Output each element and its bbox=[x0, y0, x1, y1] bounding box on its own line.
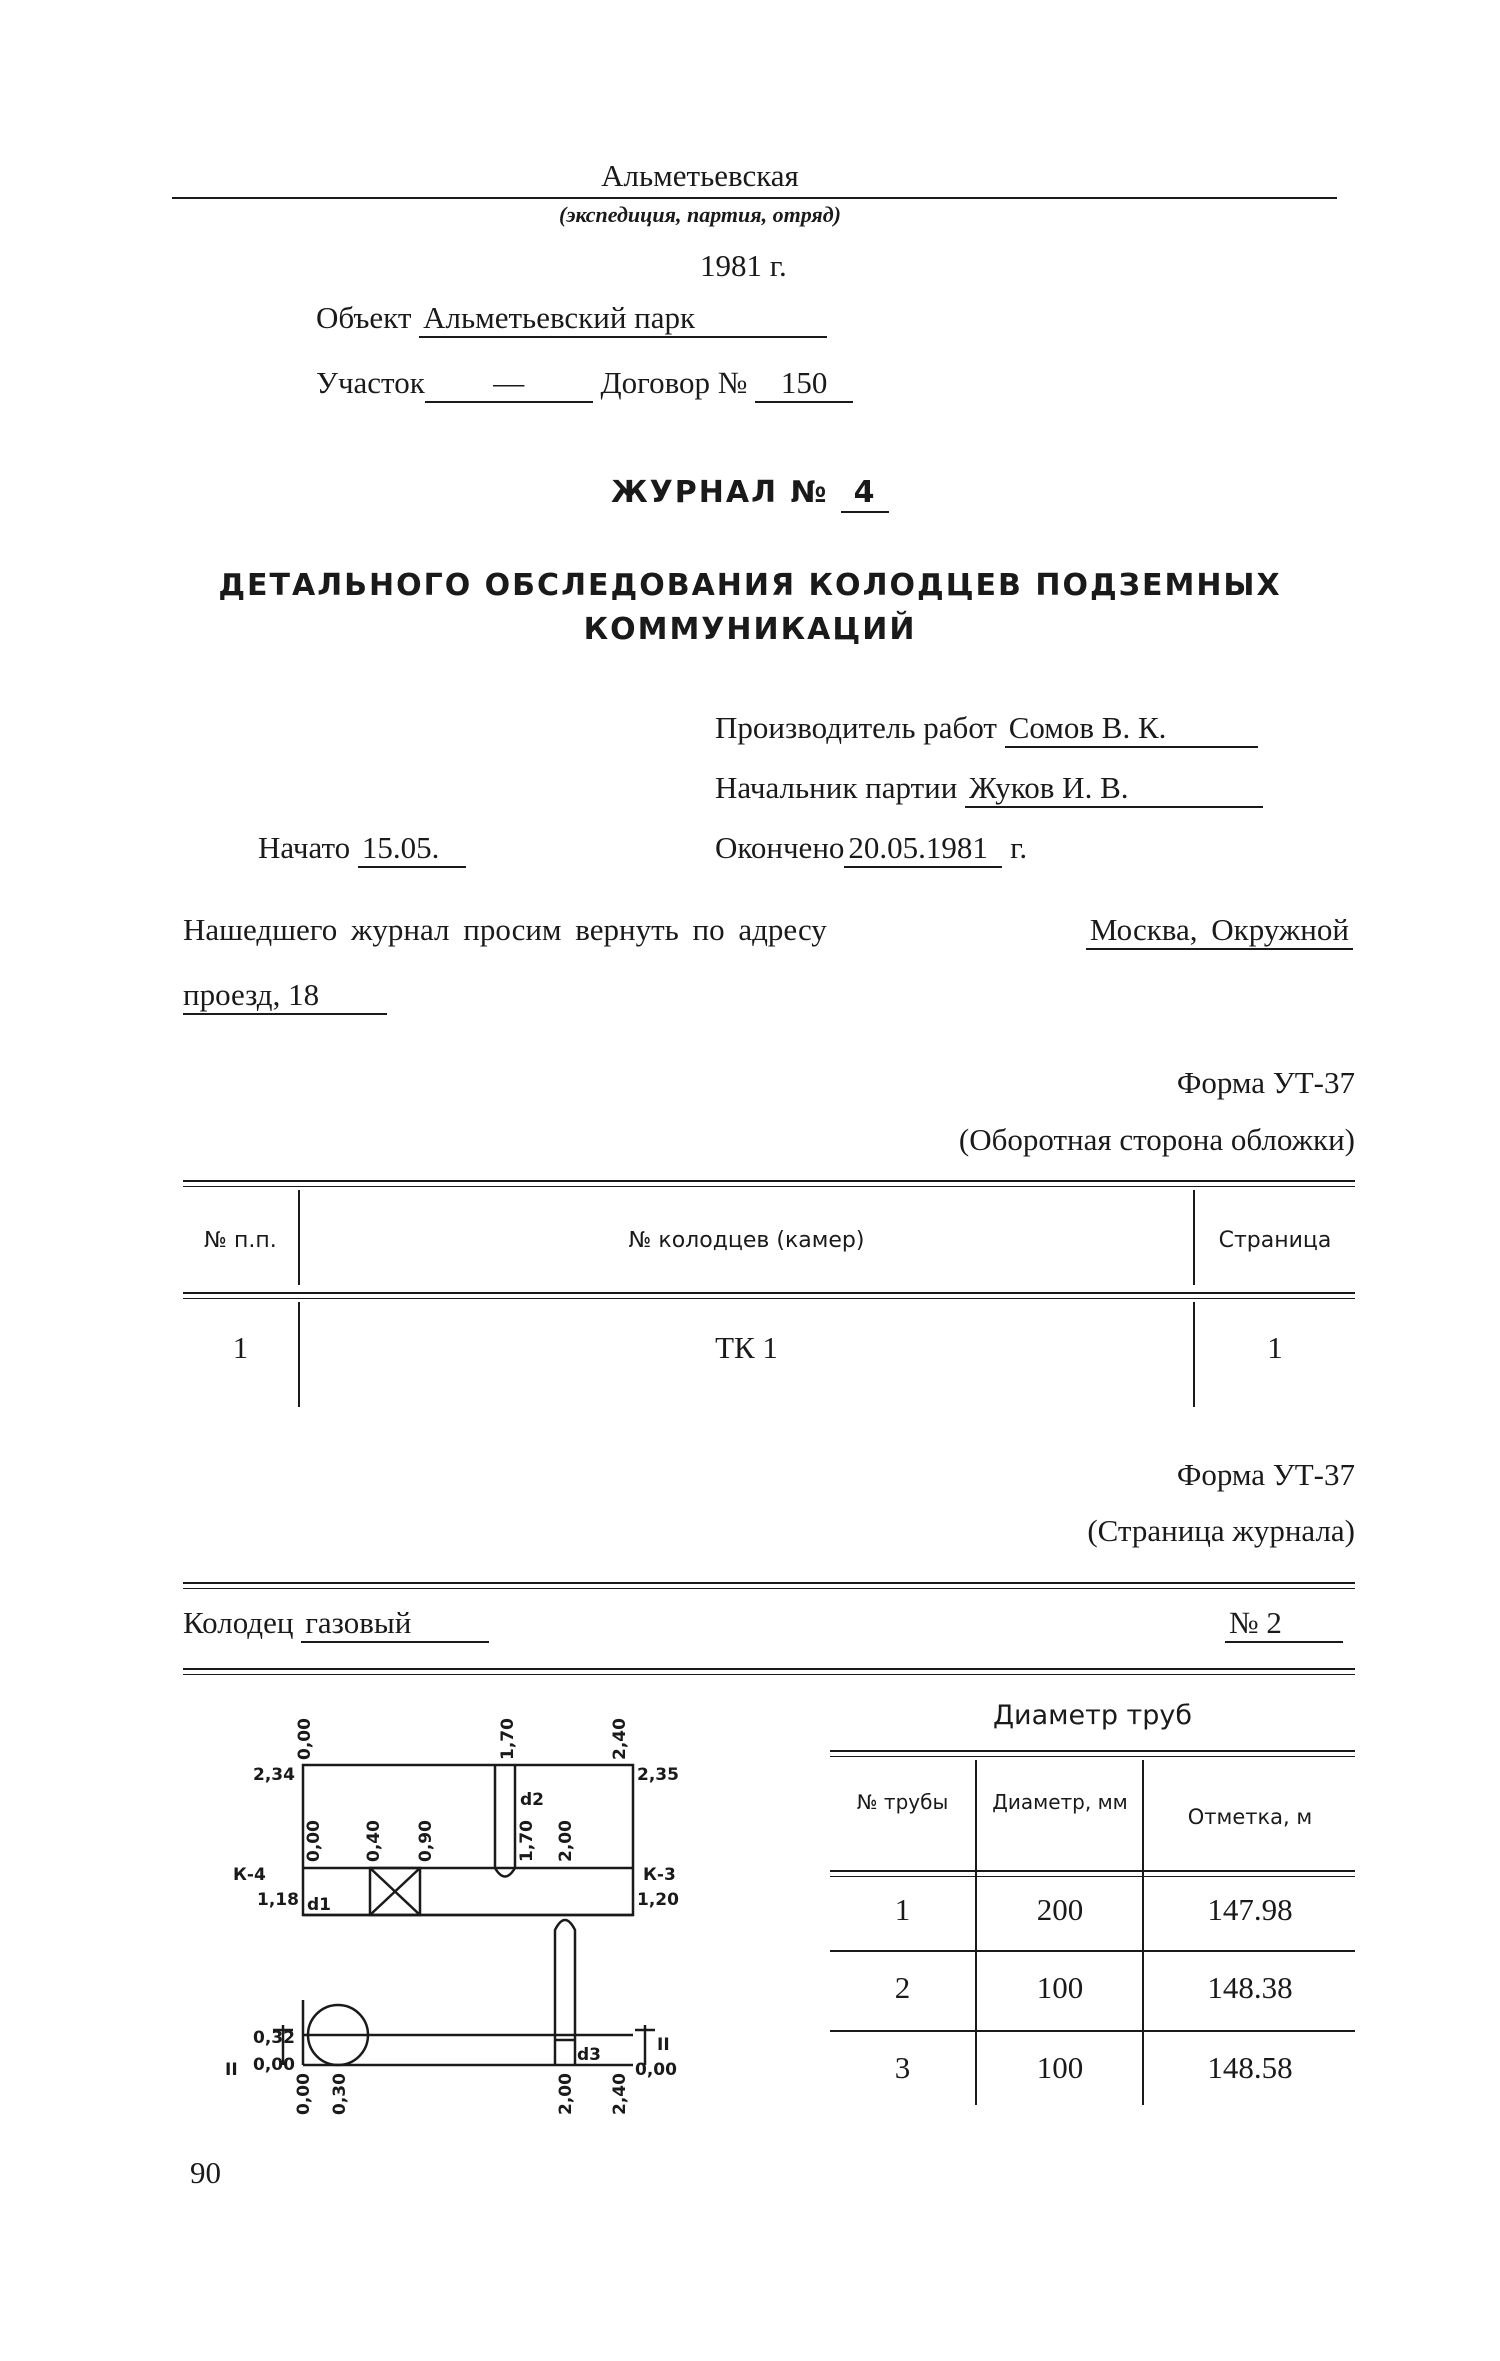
contract-label: Договор № bbox=[600, 365, 748, 400]
year: 1981 г. bbox=[700, 248, 787, 283]
pipe-row-1-number: 1 bbox=[894, 1892, 911, 1927]
label-mid-170: 1,70 bbox=[517, 1820, 537, 1862]
cover-table-header-rule-2 bbox=[183, 1298, 1355, 1299]
label-bot-030: 0,30 bbox=[330, 2073, 350, 2115]
chief-value: Жуков И. В. bbox=[965, 770, 1263, 808]
page-form-label: Форма УТ-37 bbox=[1176, 1457, 1355, 1492]
diagram-labels bbox=[225, 1718, 679, 2115]
label-bot-240: 2,40 bbox=[610, 2073, 630, 2115]
pipe-table-top-rule-2 bbox=[830, 1756, 1355, 1757]
chief-row bbox=[715, 770, 1263, 808]
cover-form-label: Форма УТ-37 bbox=[1176, 1065, 1355, 1100]
label-section-left: II bbox=[225, 2060, 238, 2080]
label-left-low: 0,32 bbox=[253, 2028, 295, 2048]
pipe-col-mark: Отметка, м bbox=[1187, 1805, 1313, 1829]
producer-value: Сомов В. К. bbox=[1005, 710, 1258, 748]
label-right-top: 2,35 bbox=[637, 1765, 679, 1785]
pipe-table-divider-1 bbox=[975, 1760, 977, 2105]
return-note-text: Нашедшего журнал просим вернуть по адресу bbox=[183, 912, 827, 947]
section-value: — bbox=[425, 365, 593, 403]
started-value: 15.05. bbox=[358, 830, 466, 868]
well-diagram bbox=[195, 1700, 715, 2120]
label-section-right: II bbox=[657, 2035, 670, 2055]
started-label: Начато bbox=[258, 830, 351, 865]
page-form-caption: (Страница журнала) bbox=[1087, 1513, 1355, 1548]
return-address-line2: проезд, 18 bbox=[183, 977, 387, 1015]
well-number-wrap bbox=[1225, 1605, 1343, 1643]
pipe-table-top-rule bbox=[830, 1750, 1355, 1752]
diagram-upper-box bbox=[303, 1765, 633, 1915]
label-top-240: 2,40 bbox=[610, 1718, 630, 1760]
pipe-row-3-mark: 148.58 bbox=[1207, 2050, 1293, 2085]
pipe-row-3-number: 3 bbox=[894, 2050, 911, 2085]
label-left-bottom: 0,00 bbox=[253, 2055, 295, 2075]
label-d1: d1 bbox=[307, 1895, 331, 1915]
page-top-rule bbox=[183, 1582, 1355, 1584]
well-label: Колодец bbox=[183, 1605, 294, 1640]
cover-row-number: 1 bbox=[232, 1330, 249, 1365]
cover-row-well: ТК 1 bbox=[715, 1330, 778, 1365]
object-value: Альметьевский парк bbox=[419, 300, 827, 338]
label-d2: d2 bbox=[520, 1790, 544, 1810]
cover-table-header-rule bbox=[183, 1292, 1355, 1294]
label-top-170: 1,70 bbox=[498, 1718, 518, 1760]
expedition-caption: (экспедиция, партия, отряд) bbox=[559, 202, 841, 227]
pipe-table-header-rule-2 bbox=[830, 1876, 1355, 1877]
return-address-row2 bbox=[183, 977, 387, 1015]
started-row bbox=[258, 830, 466, 868]
label-mid-000: 0,00 bbox=[304, 1820, 324, 1862]
chief-label: Начальник партии bbox=[715, 770, 958, 805]
contract-number: 150 bbox=[755, 365, 853, 403]
label-bot-000: 0,00 bbox=[294, 2073, 314, 2115]
cover-table-top-rule-2 bbox=[183, 1186, 1355, 1187]
well-row bbox=[183, 1605, 489, 1643]
finished-row bbox=[715, 830, 1027, 868]
pipe-row-1-diameter: 200 bbox=[1036, 1892, 1084, 1927]
label-right-mid: 1,20 bbox=[637, 1890, 679, 1910]
d2-pipe-icon bbox=[495, 1765, 515, 1877]
label-mid-090: 0,90 bbox=[416, 1820, 436, 1862]
producer-label: Производитель работ bbox=[715, 710, 997, 745]
pipe-col-diameter: Диаметр, мм bbox=[992, 1790, 1128, 1814]
cover-col-number: № п.п. bbox=[204, 1228, 277, 1253]
cover-row-page: 1 bbox=[1267, 1330, 1283, 1365]
journal-title-line2: КОММУНИКАЦИЙ bbox=[583, 612, 917, 647]
journal-number: 4 bbox=[841, 476, 889, 513]
journal-heading bbox=[300, 475, 1200, 513]
label-top-000: 0,00 bbox=[295, 1718, 315, 1760]
pipe-row-rule-2 bbox=[830, 2030, 1355, 2032]
label-k3: К-3 bbox=[643, 1865, 676, 1885]
label-bot-200: 2,00 bbox=[556, 2073, 576, 2115]
expedition-name: Альметьевская bbox=[601, 158, 799, 193]
journal-label: ЖУРНАЛ № bbox=[610, 475, 829, 510]
pipe-row-2-mark: 148.38 bbox=[1207, 1970, 1293, 2005]
section-label: Участок bbox=[316, 365, 425, 400]
pipe-col-number: № трубы bbox=[856, 1790, 949, 1814]
producer-row bbox=[715, 710, 1258, 748]
page-number: 90 bbox=[190, 2155, 221, 2190]
label-d3: d3 bbox=[577, 2045, 601, 2065]
label-k4: К-4 bbox=[233, 1865, 266, 1885]
cover-col-wells: № колодцев (камер) bbox=[628, 1228, 865, 1253]
label-mid-200: 2,00 bbox=[556, 1820, 576, 1862]
page-top-rule-2 bbox=[183, 1588, 1355, 1589]
well-number: № 2 bbox=[1225, 1605, 1343, 1643]
return-address-line1: Москва, Окружной bbox=[1086, 912, 1353, 950]
cover-col-page: Страница bbox=[1218, 1228, 1332, 1253]
header-rule bbox=[172, 197, 1337, 199]
d3-pipe-icon bbox=[555, 1920, 575, 2065]
journal-title-line1: ДЕТАЛЬНОГО ОБСЛЕДОВАНИЯ КОЛОДЦЕВ ПОДЗЕМНЫХ bbox=[218, 568, 1282, 603]
pipe-table-header-rule bbox=[830, 1870, 1355, 1872]
pipe-row-1-mark: 147.98 bbox=[1207, 1892, 1293, 1927]
object-label: Объект bbox=[316, 300, 412, 335]
pipe-row-3-diameter: 100 bbox=[1036, 2050, 1084, 2085]
label-right-bottom: 0,00 bbox=[635, 2060, 677, 2080]
pipe-table-title: Диаметр труб bbox=[992, 1700, 1193, 1731]
label-mid-040: 0,40 bbox=[364, 1820, 384, 1862]
cover-form-caption: (Оборотная сторона обложки) bbox=[958, 1122, 1355, 1157]
pipe-table-divider-2 bbox=[1142, 1760, 1144, 2105]
page-mid-rule-2 bbox=[183, 1674, 1355, 1675]
pipe-row-2-number: 2 bbox=[894, 1970, 911, 2005]
label-left-mid: 1,18 bbox=[257, 1890, 299, 1910]
cover-table-top-rule bbox=[183, 1180, 1355, 1182]
pipe-row-rule-1 bbox=[830, 1950, 1355, 1952]
section-row bbox=[316, 365, 853, 403]
finished-label: Окончено bbox=[715, 830, 845, 865]
finished-value: 20.05.1981 bbox=[844, 830, 1002, 868]
page-mid-rule bbox=[183, 1668, 1355, 1670]
return-note bbox=[183, 912, 1353, 950]
finished-suffix: г. bbox=[1010, 830, 1028, 865]
pipe-row-2-diameter: 100 bbox=[1036, 1970, 1084, 2005]
well-type: газовый bbox=[301, 1605, 489, 1643]
object-row bbox=[316, 300, 827, 338]
label-left-top: 2,34 bbox=[253, 1765, 295, 1785]
